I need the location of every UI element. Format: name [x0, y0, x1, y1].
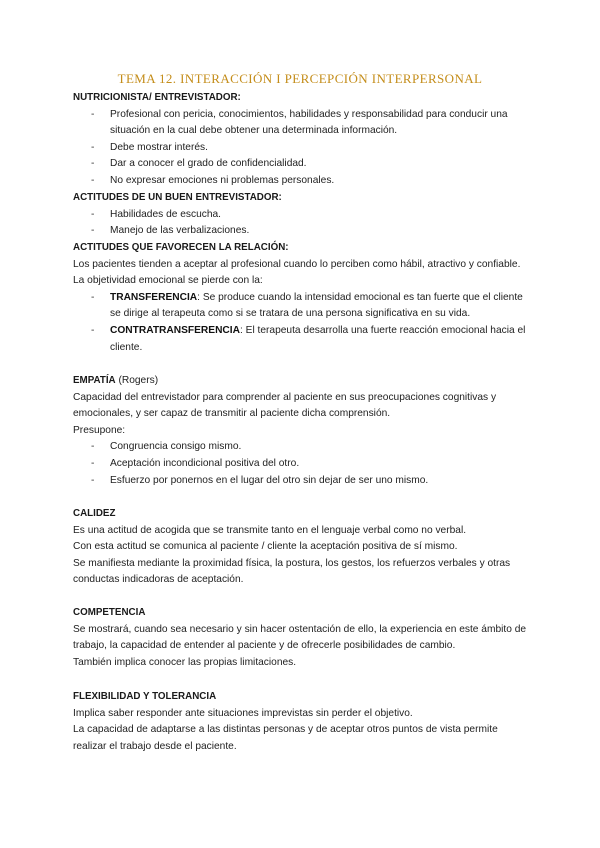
list-item: - Dar a conocer el grado de confidencialidad.	[73, 156, 533, 173]
list-item: - Esfuerzo por ponernos en el lugar del otro sin dejar de ser uno mismo.	[73, 473, 533, 490]
list-item: - Profesional con pericia, conocimientos, habilidades y responsabilidad para conducir una situación en la cual debe obtener una determinada información.	[73, 107, 533, 140]
list-item: - Congruencia consigo mismo.	[73, 439, 533, 456]
paragraph: Los pacientes tienden a aceptar al profesional cuando lo perciben como hábil, atractivo y confiable.	[73, 258, 521, 270]
bullet-list	[73, 290, 533, 356]
section-actitudes-entrevistador	[73, 190, 533, 240]
section-heading: EMPATÍA	[73, 375, 116, 386]
term-definition: : Se produce cuando la intensidad emocional es tan fuerte que el cliente se dirige al terapeuta como si se tratara de una persona significativa en su vida.	[110, 291, 523, 320]
section-competencia	[73, 605, 533, 671]
section-heading: FLEXIBILIDAD Y TOLERANCIA	[73, 691, 217, 702]
paragraph: Se mostrará, cuando sea necesario y sin hacer ostentación de ello, la experiencia en este ámbito de trabajo, la capacidad de entender al paciente y de ofrecerle posibilidades de cambio.	[73, 623, 527, 652]
paragraph: También implica conocer las propias limitaciones.	[73, 656, 297, 668]
list-item: - Aceptación incondicional positiva del otro.	[73, 456, 533, 473]
paragraph: La objetividad emocional se pierde con la:	[73, 275, 263, 287]
term-contratransferencia: CONTRATRANSFERENCIA	[110, 324, 240, 336]
list-item: - Manejo de las verbalizaciones.	[73, 223, 533, 240]
paragraph: Se manifiesta mediante la proximidad física, la postura, los gestos, los refuerzos verbales y otras conductas indicadoras de aceptación.	[73, 557, 511, 586]
section-heading: ACTITUDES QUE FAVORECEN LA RELACIÓN:	[73, 242, 289, 253]
list-item	[73, 323, 533, 356]
section-actitudes-relacion	[73, 240, 533, 356]
section-heading: CALIDEZ	[73, 508, 116, 519]
list-item: - Habilidades de escucha.	[73, 207, 533, 224]
list-item: - Debe mostrar interés.	[73, 140, 533, 157]
bullet-list	[73, 439, 533, 489]
paragraph: Con esta actitud se comunica al paciente / cliente la aceptación positiva de sí mismo.	[73, 541, 458, 553]
term-definition: : El terapeuta desarrolla una fuerte reacción emocional hacia el cliente.	[110, 324, 526, 353]
section-empatia	[73, 373, 533, 489]
paragraph: Capacidad del entrevistador para comprender al paciente en sus preocupaciones cognitivas y emocionales, y ser capaz de transmitir al paciente dicha comprensión.	[73, 391, 497, 420]
paragraph: Presupone:	[73, 424, 126, 436]
heading-suffix: (Rogers)	[115, 375, 159, 386]
section-heading-row	[73, 373, 533, 390]
term-transferencia: TRANSFERENCIA	[110, 291, 198, 303]
section-heading: NUTRICIONISTA/ ENTREVISTADOR:	[73, 92, 241, 103]
section-heading: COMPETENCIA	[73, 607, 146, 618]
page-title: TEMA 12. INTERACCIÓN I PERCEPCIÓN INTERPERSONAL	[117, 71, 483, 86]
section-nutricionista	[73, 90, 533, 190]
section-heading: ACTITUDES DE UN BUEN ENTREVISTADOR:	[73, 192, 282, 203]
list-item: - No expresar emociones ni problemas personales.	[73, 173, 533, 190]
paragraph: Es una actitud de acogida que se transmite tanto en el lenguaje verbal como no verbal.	[73, 524, 467, 536]
paragraph: La capacidad de adaptarse a las distintas personas y de aceptar otros puntos de vista permite realizar el trabajo desde el paciente.	[73, 724, 498, 752]
list-item	[73, 290, 533, 323]
section-flexibilidad	[73, 689, 533, 755]
section-calidez	[73, 506, 533, 589]
bullet-list	[73, 207, 533, 240]
paragraph: Implica saber responder ante situaciones imprevistas sin perder el objetivo.	[73, 707, 413, 719]
bullet-list	[73, 107, 533, 190]
